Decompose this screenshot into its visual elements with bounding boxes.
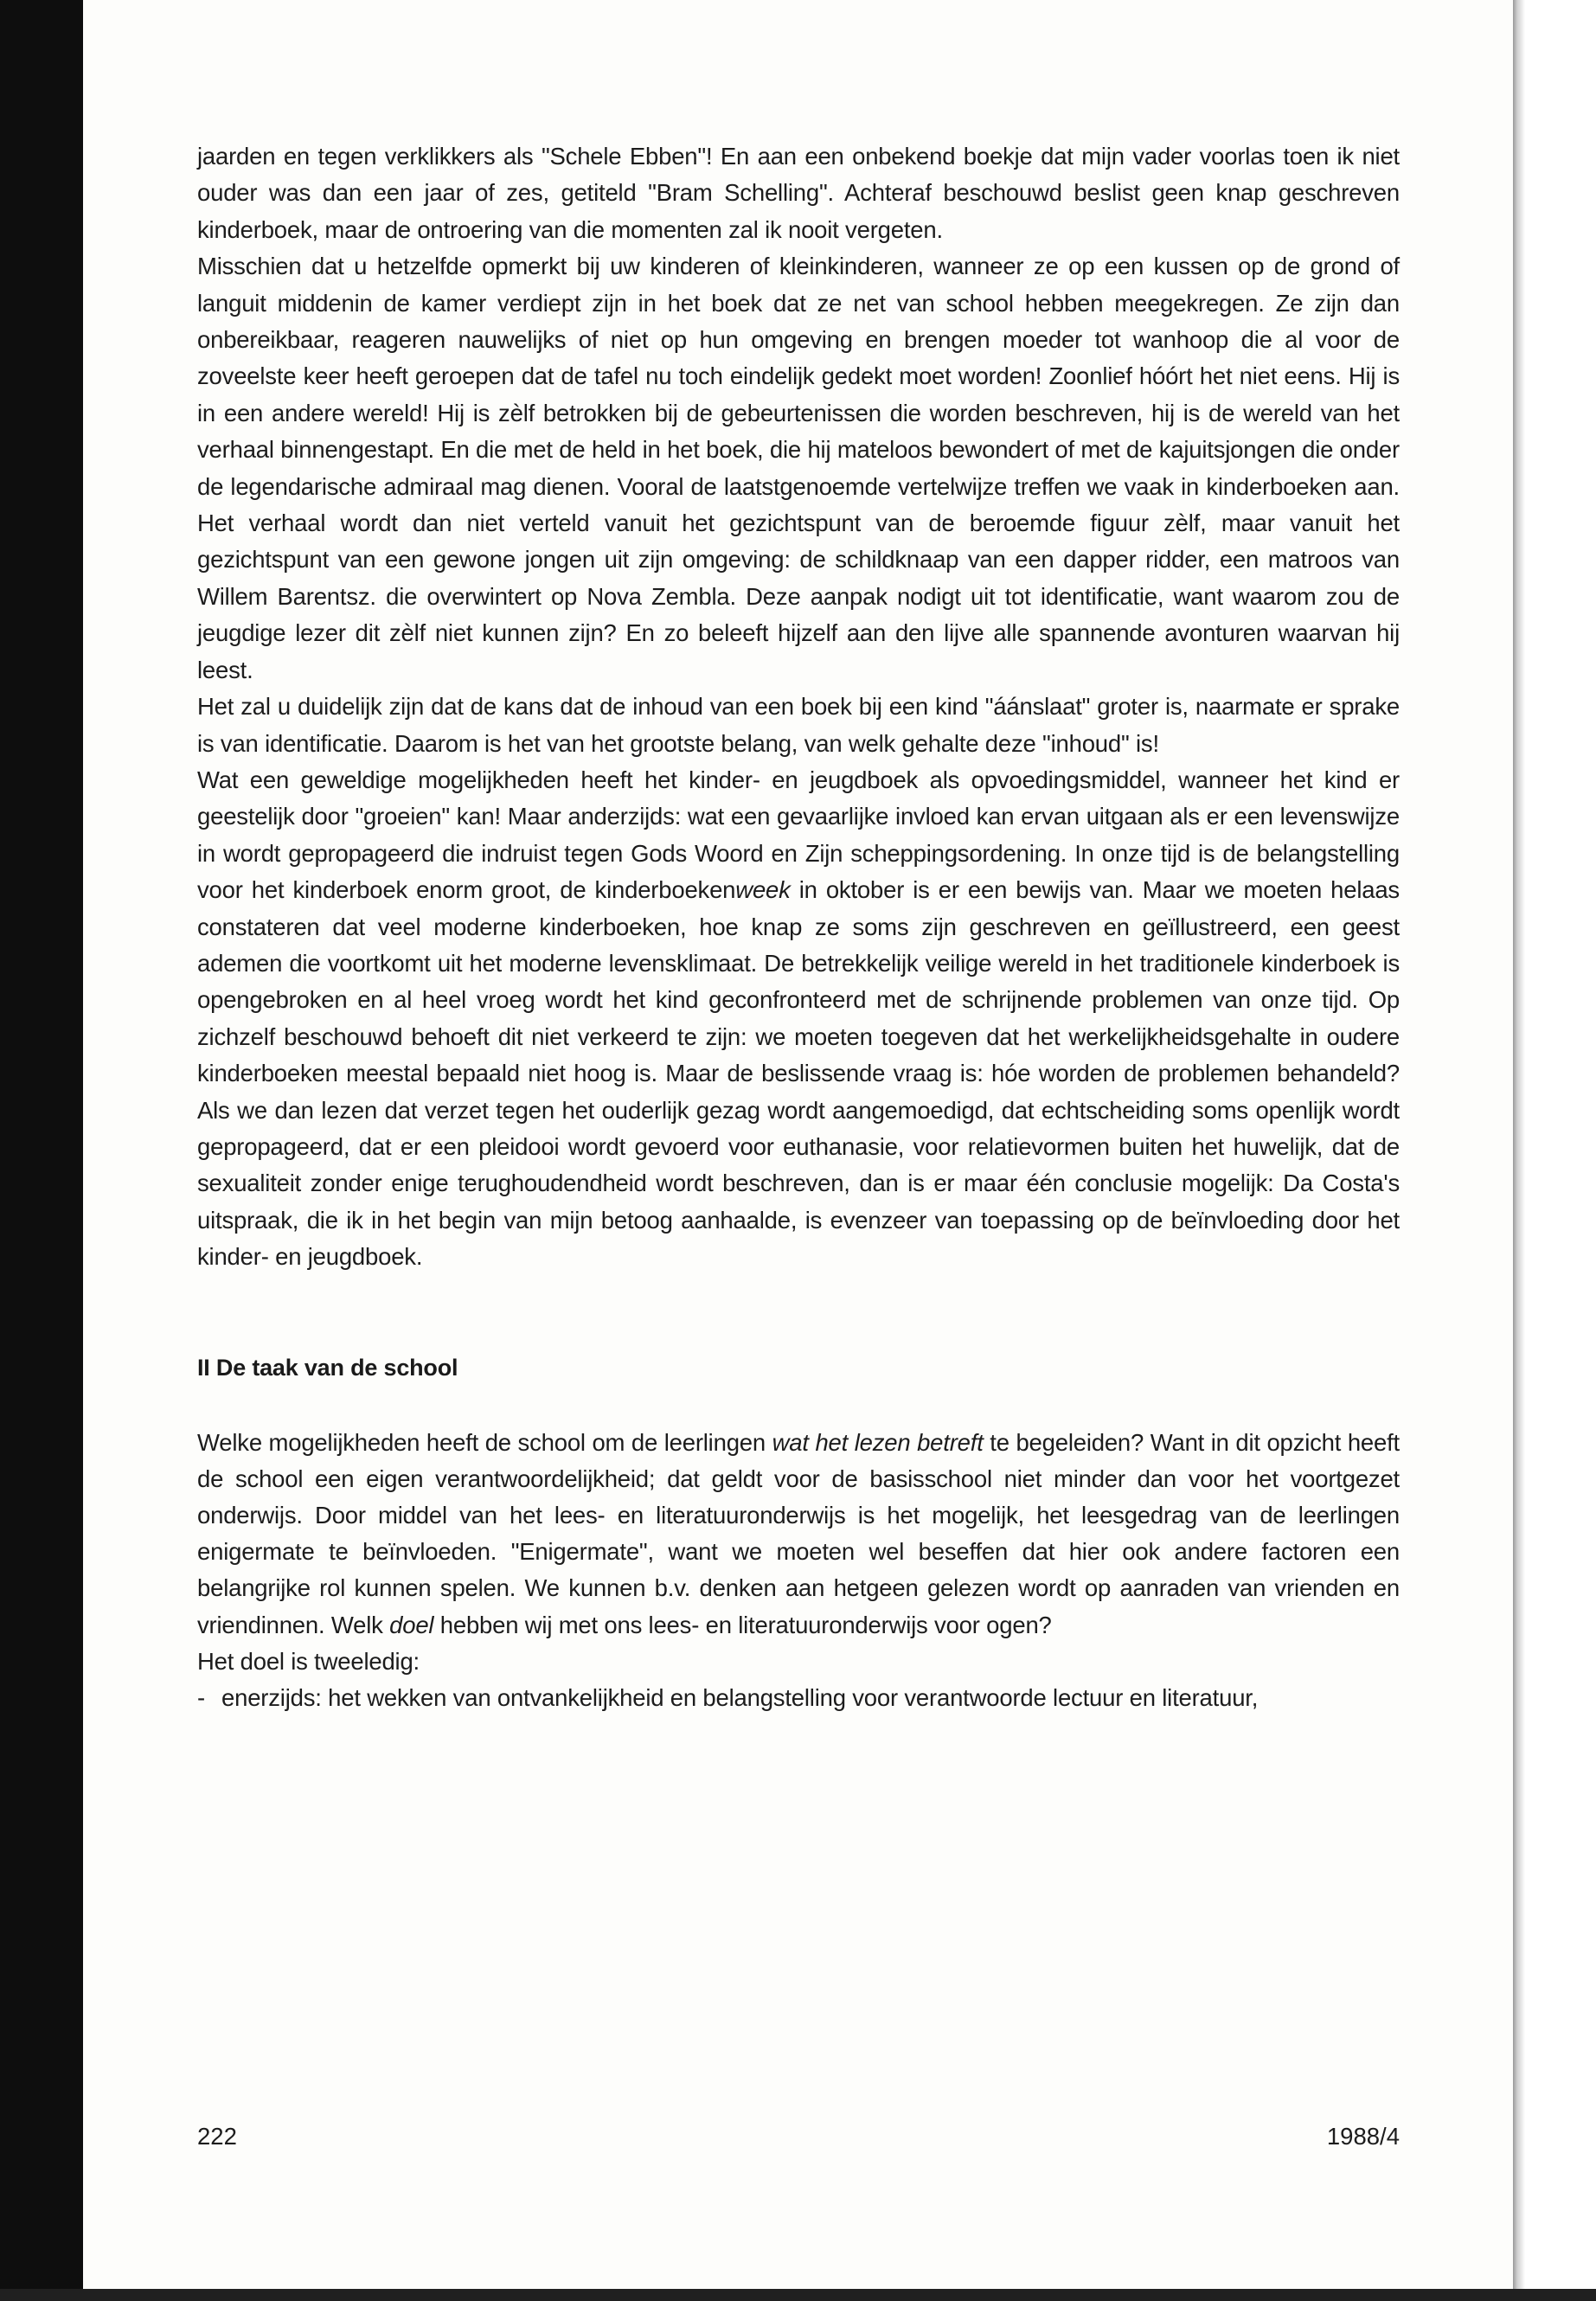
section-paragraph-1-text-a: Welke mogelijkheden heeft de school om de leerlingen [197,1428,772,1456]
paragraph-1: jaarden en tegen verklikkers als "Schele Ebben"! En aan een onbekend boekje dat mijn vader voorlas toen ik niet ouder was dan een jaar of zes, getiteld "Bram Schelling". Achteraf beschouwd beslist geen knap geschreven kinderboek, maar de ontroering van die momenten zal ik nooit vergeten. [197,143,1400,243]
scan-right-edge [1513,0,1596,2301]
doel-line: Het doel is tweeledig: [197,1647,420,1675]
page-body [197,138,1400,1717]
section-heading: II De taak van de school [197,1354,458,1381]
list-dash: - [197,1684,205,1712]
list-item [197,1680,1400,1716]
paragraph-4-emphasis: week [735,876,791,904]
paragraph-4-text-b: in oktober is er een bewijs van. Maar we moeten helaas constateren dat veel moderne kinderboeken, hoe knap ze soms zijn geschreven en geïllustreerd, een geest ademen die voortkomt uit het moderne levensklimaat. De betrekkelijk veilige wereld in het traditionele kinderboek is opengebroken en al heel vroeg wordt het kind geconfronteerd met de schrijnende problemen van onze tijd. Op zichzelf beschouwd behoeft dit niet verkeerd te zijn: we moeten toegeven dat het werkelijkheidsgehalte in oudere kinderboeken meestal bepaald niet hoog is. Maar de beslissende vraag is: hóe worden de problemen behandeld? Als we dan lezen dat verzet tegen het ouderlijk gezag wordt aangemoedigd, dat echtscheiding soms openlijk wordt gepropageerd, dat er een pleidooi wordt gevoerd voor euthanasie, voor relatievormen buiten het huwelijk, dat de sexualiteit zonder enige terughoudendheid wordt beschreven, dan is er maar één conclusie mogelijk: Da Costa's uitspraak, die ik in het begin van mijn betoog aanhaalde, is evenzeer van toepassing op de beïnvloeding door het kinder- en jeugdboek. [197,876,1400,1271]
section-paragraph-1-emphasis-a: wat het lezen betreft [772,1428,984,1456]
scan-left-edge [0,0,83,2301]
section-paragraph-1-text-b: te begeleiden? Want in dit opzicht heeft de school een eigen verantwoordelijkheid; dat geldt voor de basisschool niet minder dan voor het voortgezet onderwijs. Door middel van het lees- en literatuuronderwijs is het mogelijk, het leesgedrag van de leerlingen enigermate te beïnvloeden. "Enigermate", want we moeten wel beseffen dat hier ook andere factoren een belangrijke rol kunnen spelen. We kunnen b.v. denken aan hetgeen gelezen wordt op aanraden van vrienden en vriendinnen. Welk [197,1428,1400,1638]
section-paragraph-1-text-c: hebben wij met ons lees- en literatuuronderwijs voor ogen? [433,1611,1052,1638]
section-paragraph-1 [197,1425,1400,1644]
section-paragraph-1-emphasis-b: doel [389,1611,434,1638]
goal-list [197,1680,1400,1716]
paragraph-3: Het zal u duidelijk zijn dat de kans dat de inhoud van een boek bij een kind "áánslaat" groter is, naarmate er sprake is van identificatie. Daarom is het van het grootste belang, van welk gehalte deze "inhoud" is! [197,693,1400,757]
list-item-text: enerzijds: het wekken van ontvankelijkheid en belangstelling voor verantwoorde lectuur en literatuur, [221,1684,1259,1712]
scan-bottom-edge [0,2289,1596,2301]
paragraph-4 [197,762,1400,1276]
paragraph-4-text-a: Wat een geweldige mogelijkheden heeft het kinder- en jeugdboek als opvoedingsmiddel, wanneer het kind er geestelijk door "groeien" kan! Maar anderzijds: wat een gevaarlijke invloed kan ervan uitgaan als er een levenswijze in wordt gepropageerd die indruist tegen Gods Woord en Zijn scheppingsordening. In onze tijd is de belangstelling voor het kinderboek enorm groot, de kinderboeken [197,766,1400,904]
page-number: 222 [197,2123,237,2150]
issue-number: 1988/4 [1326,2123,1400,2150]
page-footer [197,2123,1400,2157]
paragraph-2: Misschien dat u hetzelfde opmerkt bij uw kinderen of kleinkinderen, wanneer ze op een kussen op de grond of languit middenin de kamer verdiept zijn in het boek dat ze net van school hebben meegekregen. Ze zijn dan onbereikbaar, reageren nauwelijks of niet op hun omgeving en brengen moeder tot wanhoop die al voor de zoveelste keer heeft geroepen dat de tafel nu toch eindelijk gedekt moet worden! Zoonlief hóórt het niet eens. Hij is in een andere wereld! Hij is zèlf betrokken bij de gebeurtenissen die worden beschreven, hij is de wereld van het verhaal binnengestapt. En die met de held in het boek, die hij mateloos bewondert of met de kajuitsjongen die onder de legendarische admiraal mag dienen. Vooral de laatstgenoemde vertelwijze treffen we vaak in kinderboeken aan. Het verhaal wordt dan niet verteld vanuit het gezichtspunt van de beroemde figuur zèlf, maar vanuit het gezichtspunt van een gewone jongen uit zijn omgeving: de schildknaap van een dapper ridder, een matroos van Willem Barentsz. die overwintert op Nova Zembla. Deze aanpak nodigt uit tot identificatie, want waarom zou de jeugdige lezer dit zèlf niet kunnen zijn? En zo beleeft hijzelf aan den lijve alle spannende avonturen waarvan hij leest. [197,253,1400,683]
